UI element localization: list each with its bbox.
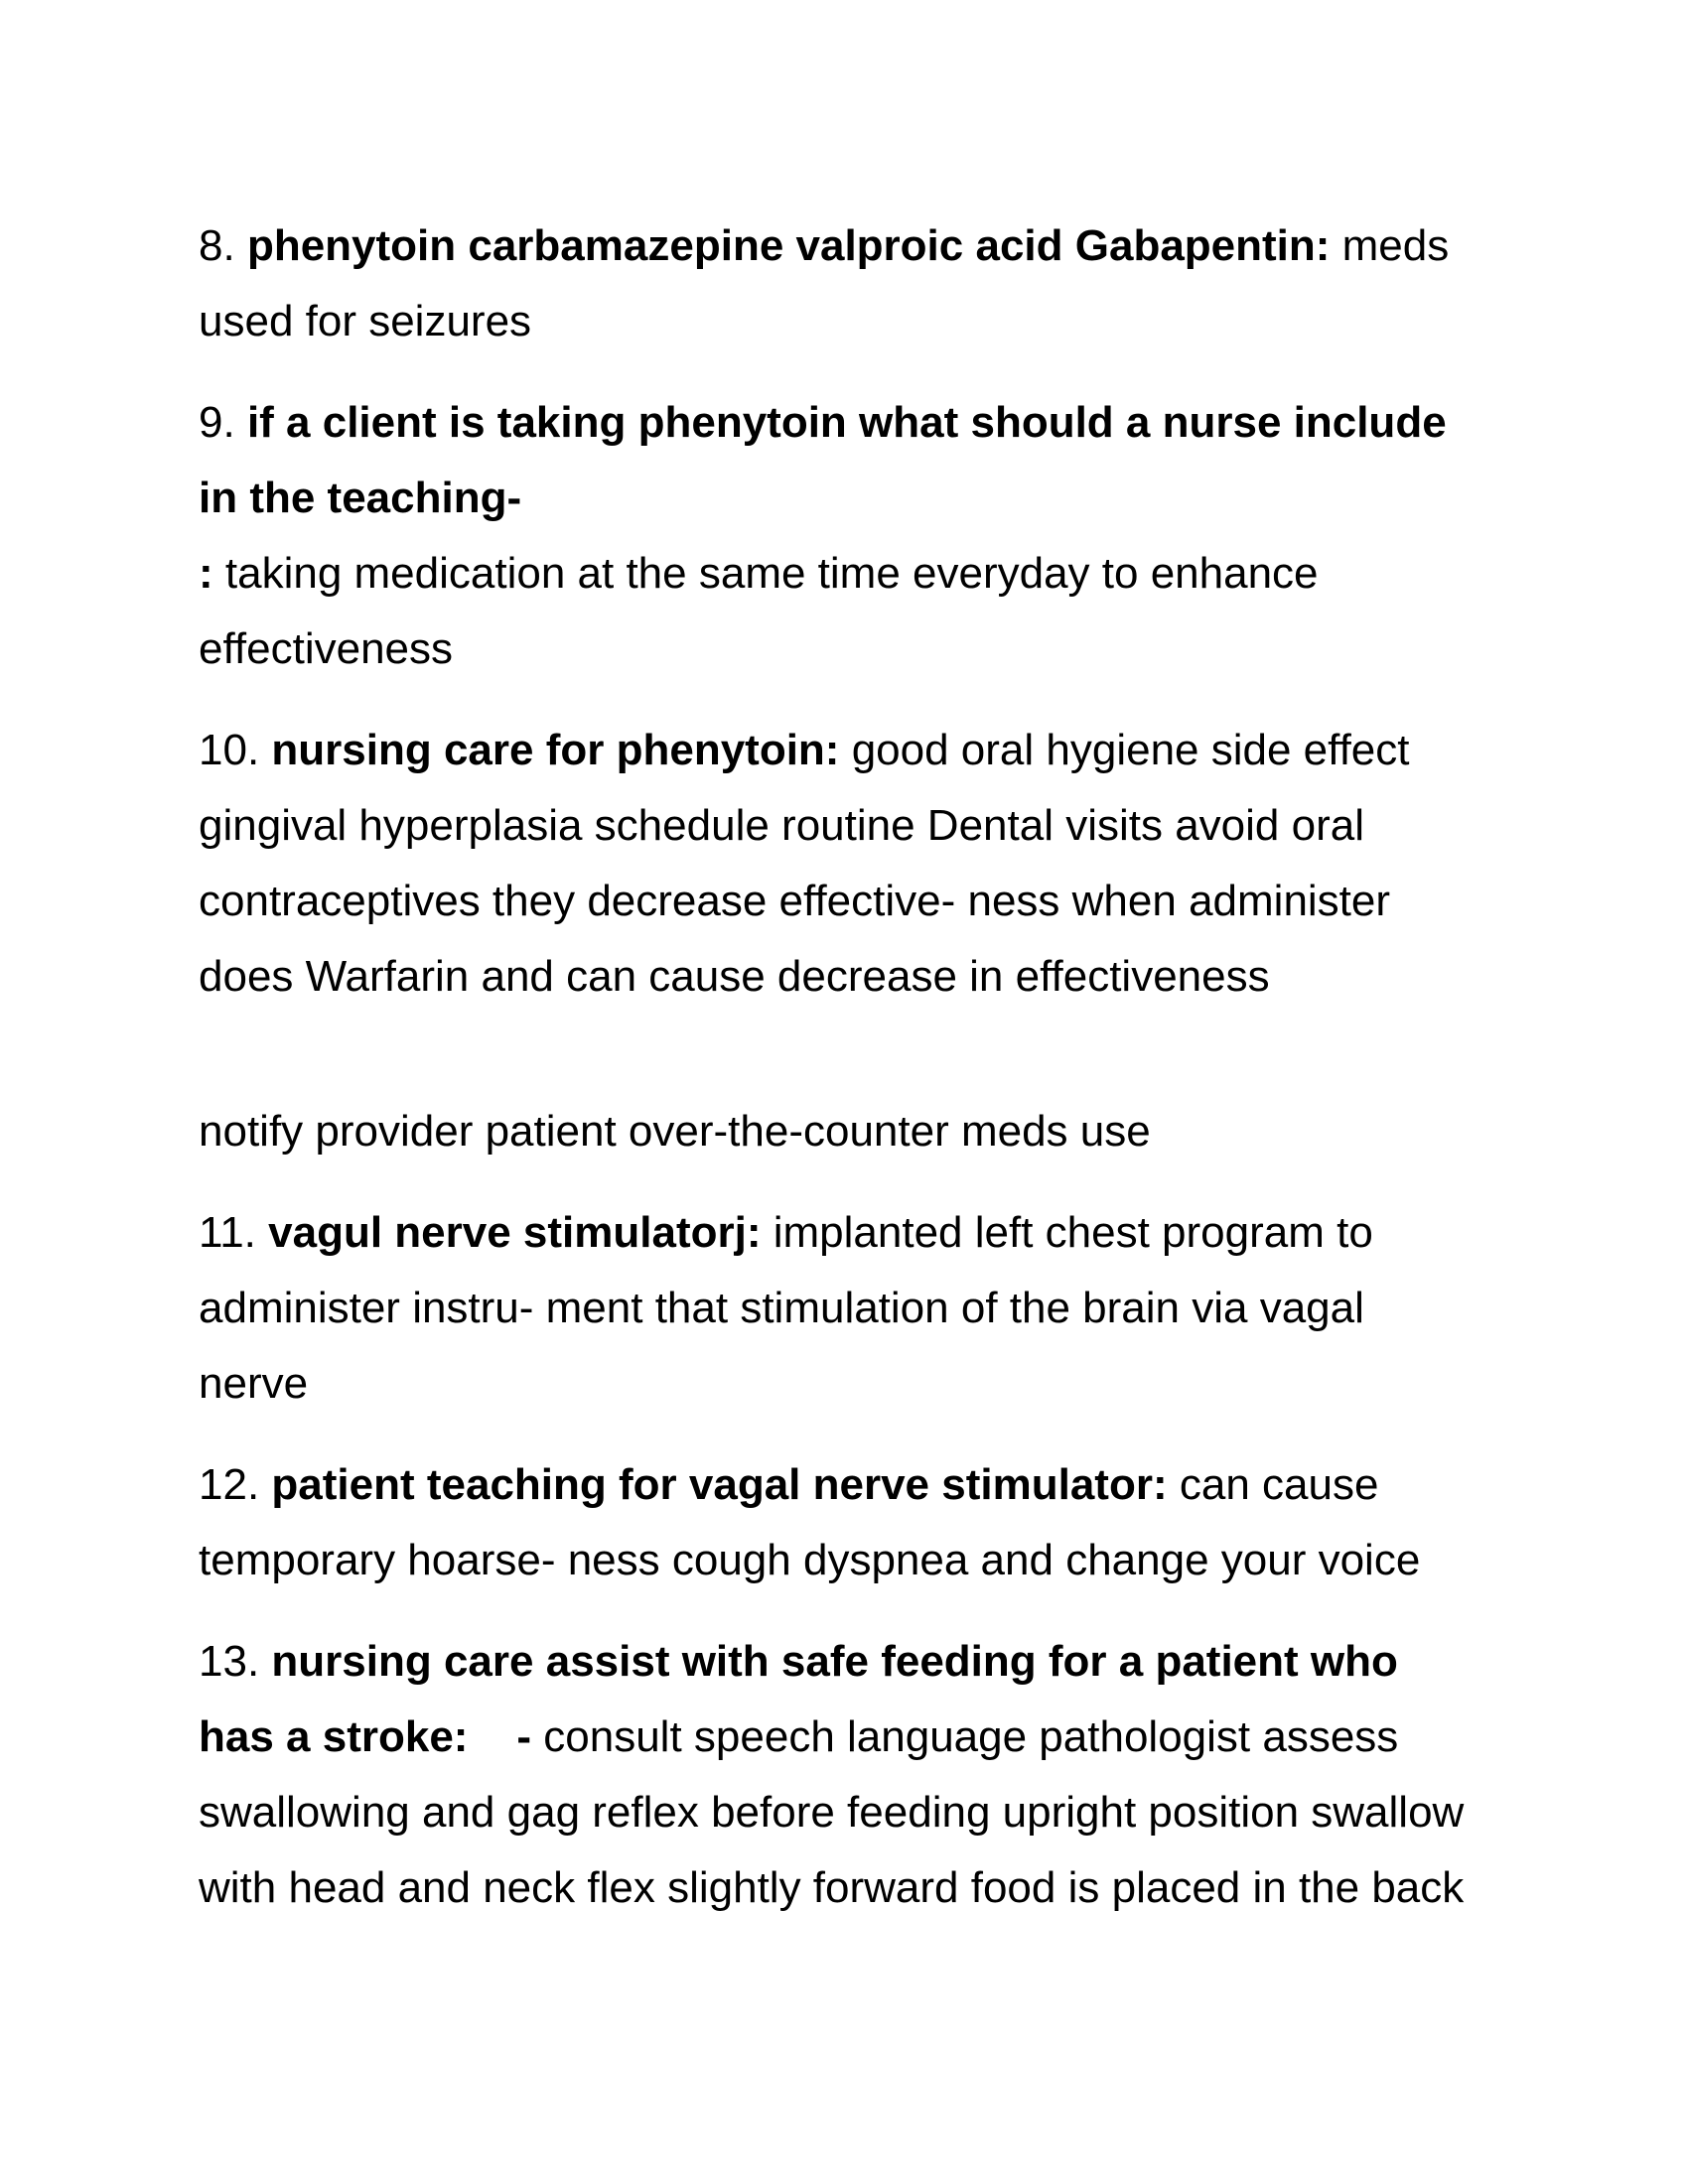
item-8-term: phenytoin carbamazepine valproic acid Gabapentin: (246, 221, 1331, 270)
item-11-line-2: administer instru- ment that stimulation of the brain via vagal (199, 1284, 1364, 1332)
flashcard-item-12 (199, 1447, 1489, 1598)
flashcard-item-13 (199, 1624, 1489, 1926)
item-13-line-1 (199, 1624, 1489, 1700)
item-9-line-4: effectiveness (199, 624, 454, 673)
item-11-number: 11. (199, 1208, 256, 1257)
item-10-definition: good oral hygiene side effect (851, 726, 1410, 774)
item-10-number: 10. (199, 726, 260, 774)
item-13-definition: consult speech language pathologist assess (543, 1712, 1399, 1761)
item-12-line-1 (199, 1447, 1489, 1523)
item-9-colon: : (199, 549, 213, 598)
item-8-number: 8. (199, 221, 235, 270)
item-10-line-1 (199, 713, 1489, 788)
item-10-line-5: notify provider patient over-the-counter meds use (199, 1107, 1151, 1156)
item-11-line-3: nerve (199, 1359, 309, 1408)
item-13-term-line-2: has a stroke: (199, 1712, 469, 1761)
flashcard-item-8 (199, 208, 1489, 359)
item-10-line-4: does Warfarin and can cause decrease in effectiveness (199, 952, 1270, 1001)
flashcard-item-10 (199, 713, 1489, 1169)
item-9-term-line-2: in the teaching- (199, 474, 522, 522)
item-12-number: 12. (199, 1460, 260, 1509)
item-12-term: patient teaching for vagal nerve stimulator: (271, 1460, 1168, 1509)
item-8-line-2: used for seizures (199, 297, 532, 345)
item-10-term: nursing care for phenytoin: (271, 726, 840, 774)
item-10-line-3: contraceptives they decrease effective- ness when administer (199, 877, 1391, 925)
item-9-definition: taking medication at the same time everyday to enhance (224, 549, 1319, 598)
flashcard-item-11 (199, 1195, 1489, 1422)
item-10-line-2: gingival hyperplasia schedule routine Dental visits avoid oral (199, 801, 1364, 850)
item-11-line-1 (199, 1195, 1489, 1271)
item-13-number: 13. (199, 1637, 260, 1686)
item-8-line-1 (199, 208, 1489, 284)
item-9-term: if a client is taking phenytoin what should a nurse include (246, 398, 1447, 447)
item-9-line-3 (199, 536, 1489, 612)
item-13-dash: - (516, 1712, 532, 1761)
item-9-number: 9. (199, 398, 235, 447)
item-9-line-1 (199, 385, 1489, 461)
item-11-term: vagul nerve stimulatorj: (268, 1208, 762, 1257)
item-13-line-4: with head and neck flex slightly forward food is placed in the back (199, 1863, 1465, 1912)
item-13-line-3: swallowing and gag reflex before feeding upright position swallow (199, 1788, 1465, 1837)
flashcard-item-9 (199, 385, 1489, 687)
item-13-line-2 (199, 1700, 1489, 1775)
item-8-definition: meds (1341, 221, 1450, 270)
item-11-definition: implanted left chest program to (773, 1208, 1373, 1257)
item-13-term: nursing care assist with safe feeding for a patient who (271, 1637, 1398, 1686)
item-12-line-2: temporary hoarse- ness cough dyspnea and change your voice (199, 1536, 1421, 1584)
document-page (199, 208, 1489, 1926)
item-12-definition: can cause (1179, 1460, 1379, 1509)
